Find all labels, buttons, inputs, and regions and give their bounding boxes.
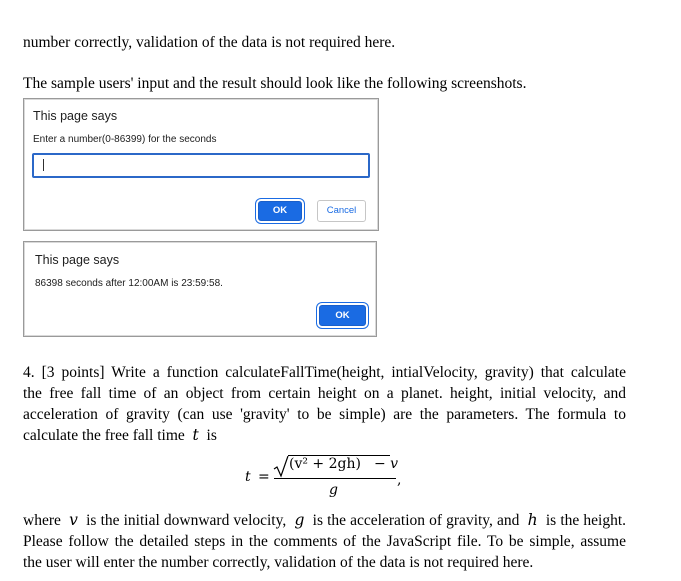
prompt-dialog-message: Enter a number(0-86399) for the seconds: [33, 134, 217, 145]
fall-time-formula: [245, 452, 415, 506]
explanation-where: where: [23, 512, 61, 529]
prompt-cancel-button[interactable]: Cancel: [317, 200, 366, 222]
intro-line-1: number correctly, validation of the data is not required here.: [23, 34, 396, 51]
question-4-paragraph: [23, 362, 626, 446]
question-4-line-4-end: is: [206, 427, 217, 444]
explanation-line-3: the user will enter the number correctly, validation of the data is not required here.: [23, 554, 534, 571]
text-caret: [43, 159, 44, 171]
explanation-paragraph: [23, 510, 626, 573]
formula-radicand: [289, 456, 361, 472]
fraction-bar: [274, 478, 396, 479]
alert-dialog-message: 86398 seconds after 12:00AM is 23:59:58.: [35, 278, 223, 289]
question-4-line-4-text: calculate the free fall time: [23, 427, 185, 444]
var-h: h: [527, 511, 538, 529]
formula-radicand-text: (v² + 2gh): [289, 456, 361, 472]
var-g: g: [294, 511, 305, 529]
question-4-line-3: acceleration of gravity (can use 'gravity' to be simple) are the parameters. The formula to: [23, 406, 626, 423]
seconds-input[interactable]: [32, 153, 370, 178]
var-t: t: [192, 426, 199, 444]
formula-denominator: g: [329, 482, 338, 498]
alert-ok-button[interactable]: OK: [319, 305, 366, 326]
explanation-height: is the height.: [545, 512, 626, 529]
explanation-velocity: is the initial downward velocity,: [86, 512, 287, 529]
explanation-gravity: is the acceleration of gravity, and: [312, 512, 520, 529]
square-root-icon: [273, 456, 289, 478]
formula-equals: =: [258, 469, 270, 485]
prompt-dialog-title: This page says: [33, 109, 118, 123]
formula-comma: ,: [397, 472, 402, 488]
question-4-line-1: 4. [3 points] Write a function calculateFallTime(height, intialVelocity, gravity) that calculate: [23, 364, 626, 381]
question-4-line-2: the free fall time of an object from certain height on a planet. height, initial velocity, and: [23, 385, 626, 402]
explanation-line-2: Please follow the detailed steps in the comments of the JavaScript file. To be simple, assume: [23, 533, 626, 550]
alert-dialog-title: This page says: [35, 253, 120, 267]
prompt-dialog: [23, 98, 379, 231]
question-4-line-4: [23, 425, 626, 446]
formula-lhs: t: [245, 469, 251, 485]
intro-line-2: The sample users' input and the result should look like the following screenshots.: [23, 75, 527, 92]
explanation-line-1: [23, 510, 626, 531]
alert-dialog: [23, 241, 377, 337]
prompt-ok-button[interactable]: OK: [258, 201, 302, 221]
var-v: v: [69, 511, 78, 529]
formula-minus-v: − v: [374, 456, 399, 472]
